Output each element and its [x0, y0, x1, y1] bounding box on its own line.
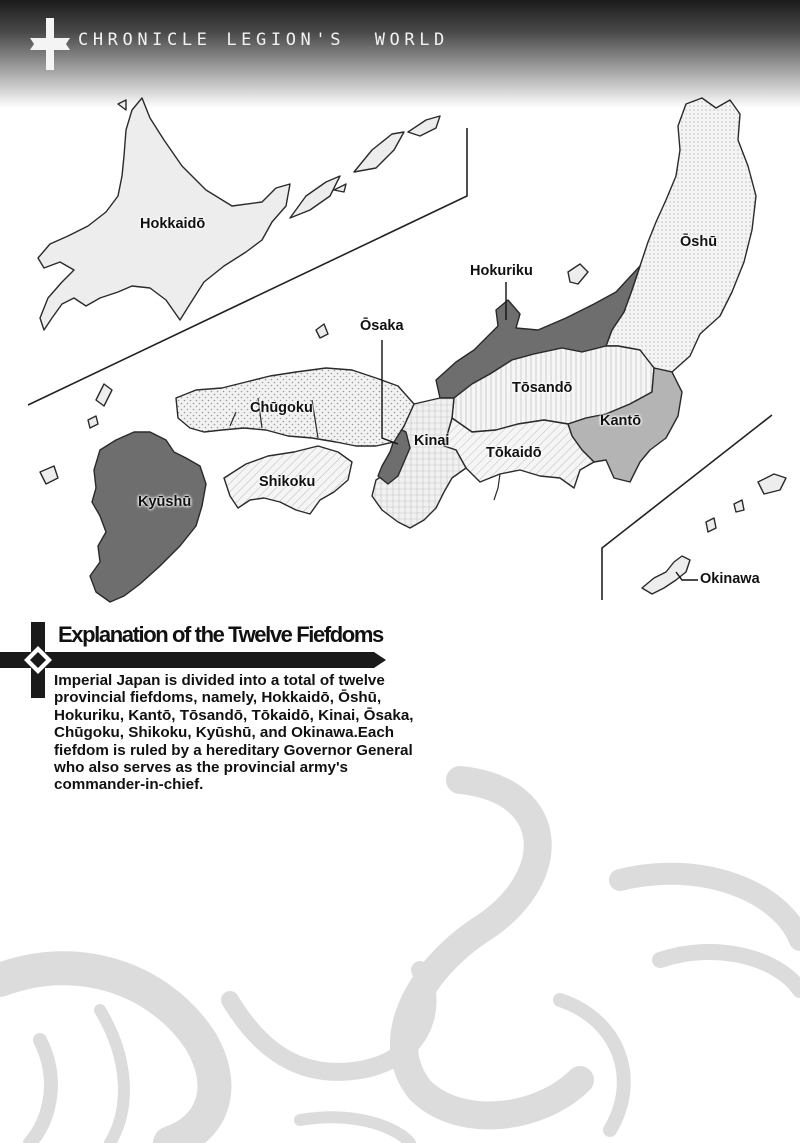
region-hokkaido — [38, 98, 290, 330]
island-oki — [316, 324, 328, 338]
label-hokuriku: Hokuriku — [470, 263, 533, 279]
label-kyushu: Kyūshū — [138, 494, 192, 510]
island-goto — [40, 466, 58, 484]
header-title: CHRONICLE LEGION'S WORLD — [78, 30, 449, 50]
island-kuril-2 — [354, 132, 404, 172]
island-ogasawara — [758, 474, 786, 494]
region-okinawa — [642, 556, 690, 594]
label-oshu: Ōshū — [680, 234, 718, 250]
label-chugoku: Chūgoku — [250, 400, 313, 416]
japan-map — [0, 85, 800, 605]
section-title: Explanation of the Twelve Fiefdoms — [58, 622, 383, 647]
island-tsushima — [96, 384, 112, 406]
label-okinawa: Okinawa — [700, 571, 760, 587]
island-sado — [568, 264, 588, 284]
label-osaka: Ōsaka — [360, 318, 404, 334]
label-shikoku: Shikoku — [259, 474, 316, 490]
island-kuril-1 — [290, 176, 340, 218]
island-hachijo — [734, 500, 744, 512]
island-rishiri — [118, 100, 126, 110]
decorative-swirl — [0, 760, 800, 1143]
island-kuril-3 — [408, 116, 440, 136]
section-body-text: Imperial Japan is divided into a total of twelve provincial fiefdoms, namely, Hokkaidō, Ōshū, Hokuriku, Kantō, Tōsandō, Tōkaidō, Kinai, Ōsaka, Chūgoku, Shikoku, Kyūshū, and Okinawa.Each fiefdom is ruled by a hereditary Governor General who also serves as the provincial army's commander-in-chief. — [54, 672, 414, 794]
label-kanto: Kantō — [600, 413, 642, 429]
island-izu — [706, 518, 716, 532]
island-iki — [88, 416, 98, 428]
cross-icon — [30, 18, 70, 70]
label-kinai: Kinai — [414, 433, 450, 449]
region-kyushu — [90, 432, 206, 602]
label-tosando: Tōsandō — [512, 380, 573, 396]
label-tokaido: Tōkaidō — [486, 445, 542, 461]
label-hokkaido: Hokkaidō — [140, 216, 206, 232]
